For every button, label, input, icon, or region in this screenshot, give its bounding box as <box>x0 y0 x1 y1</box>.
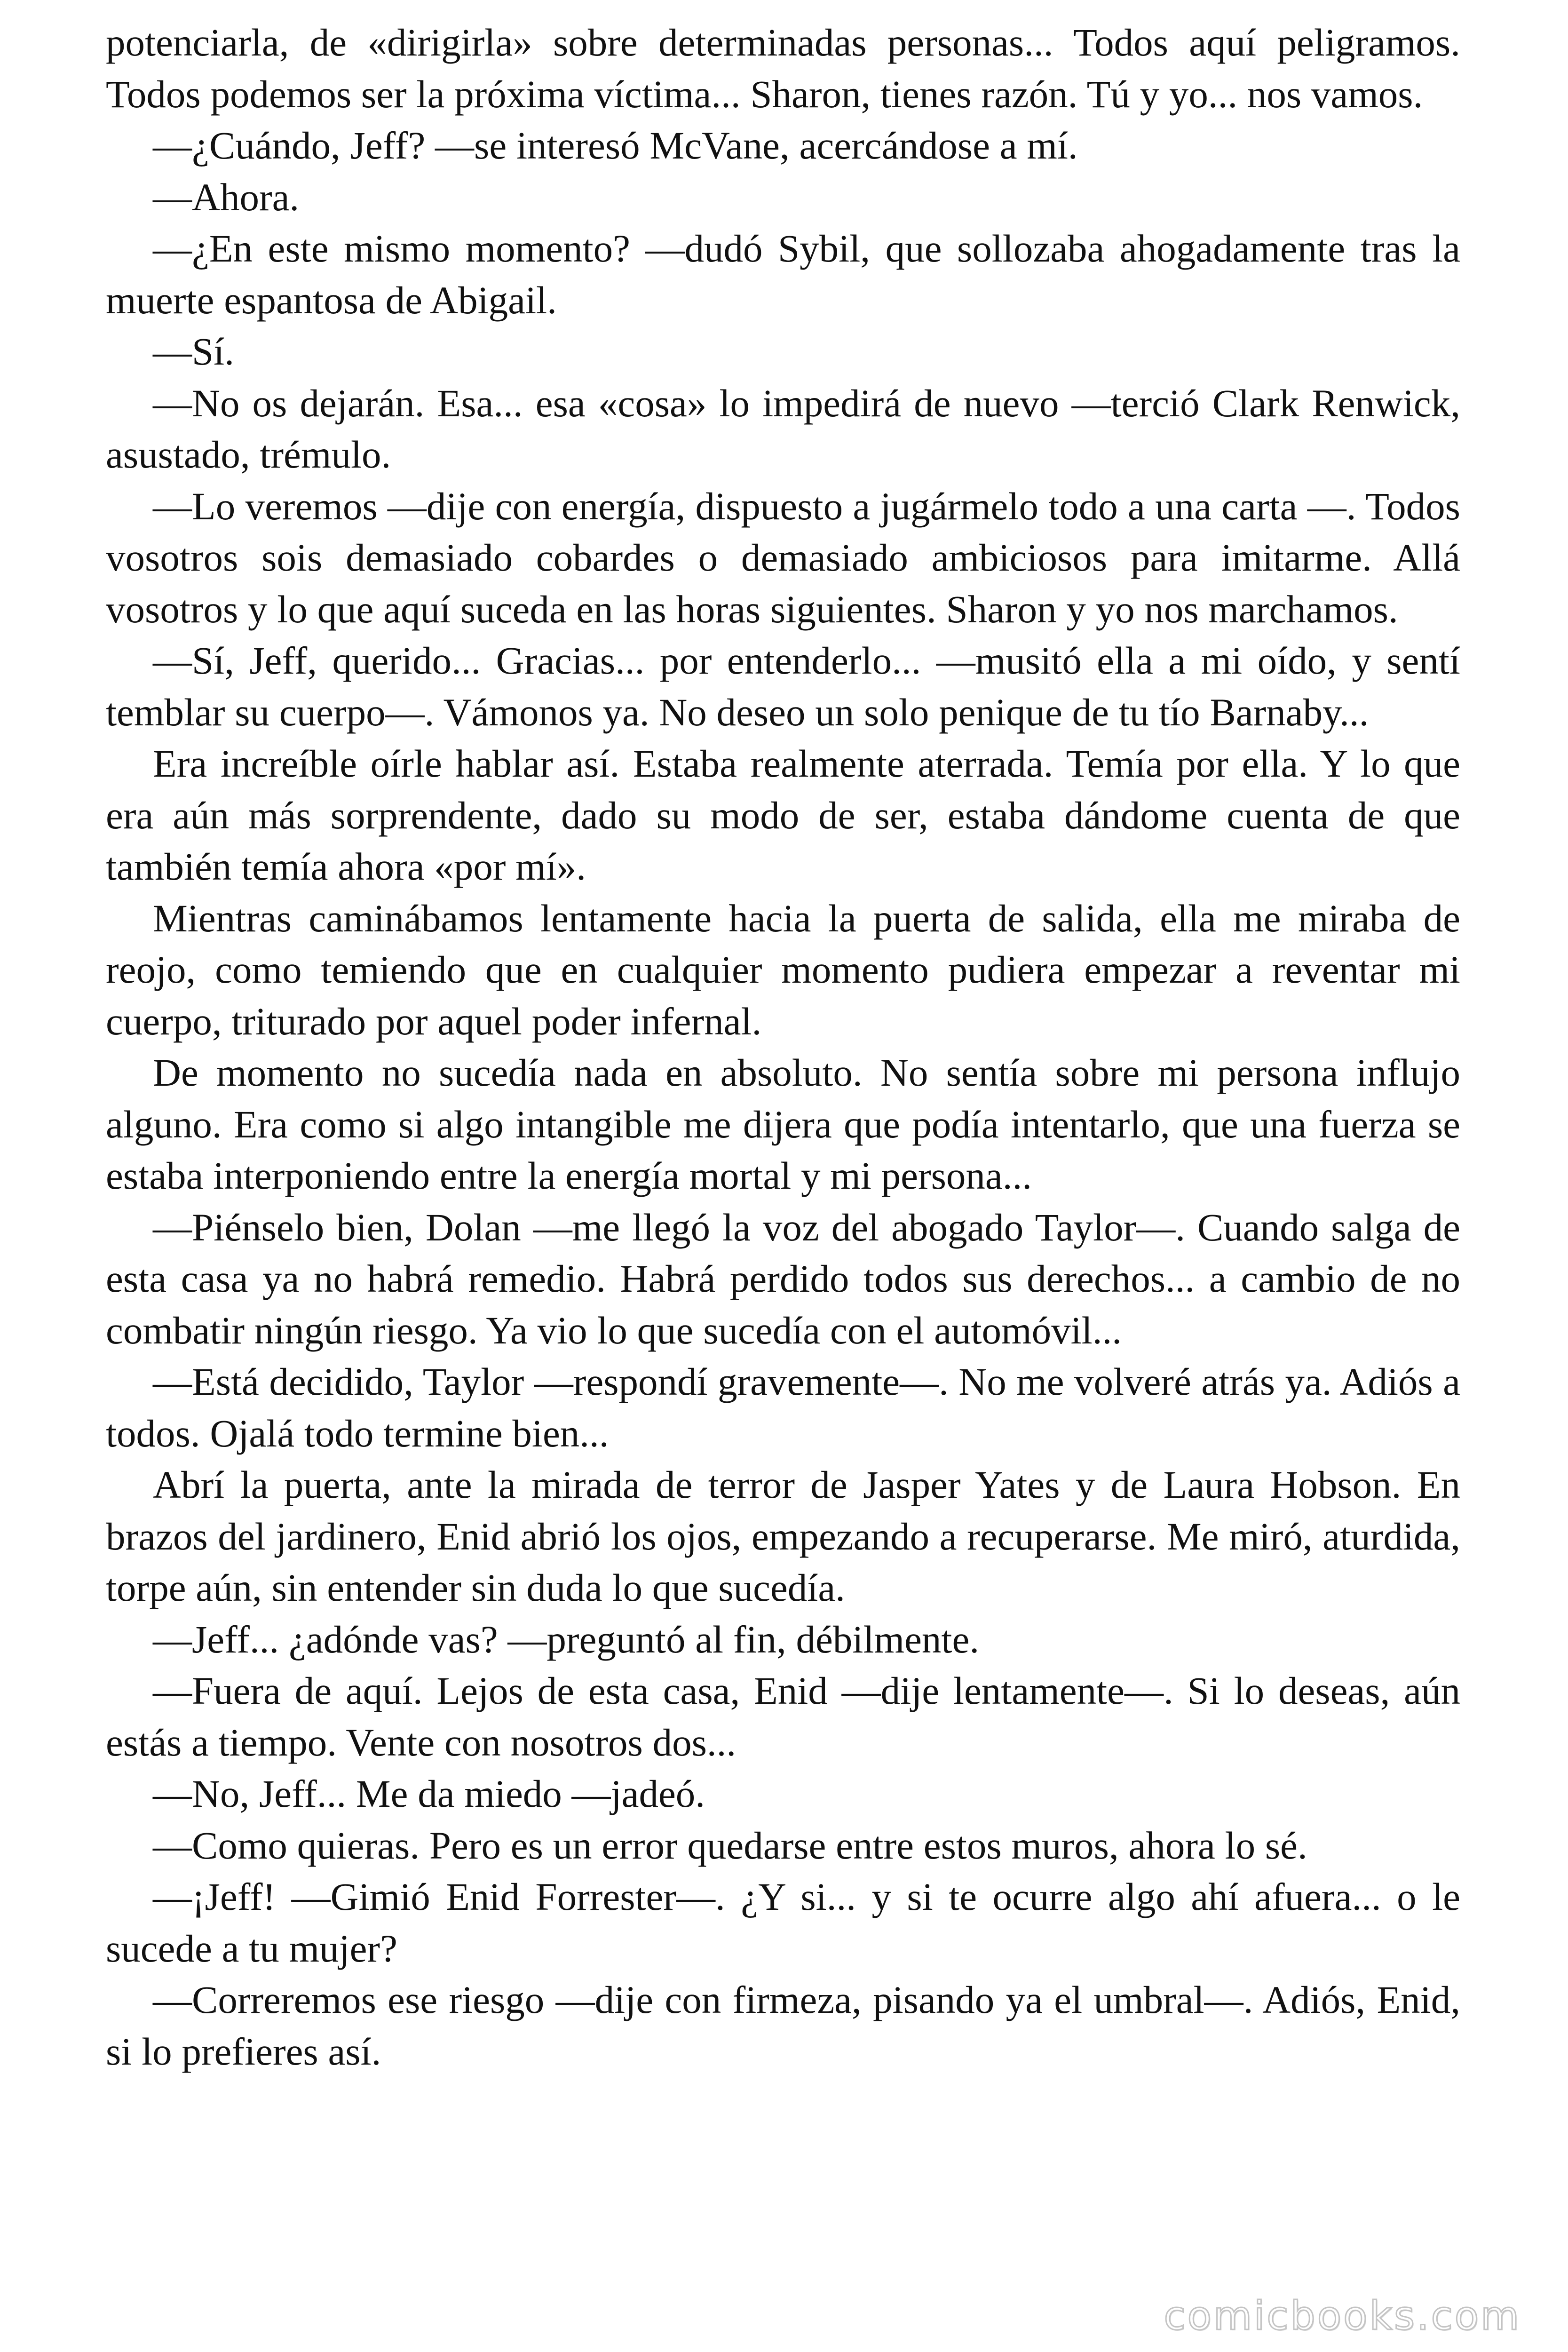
paragraph-13: —Está decidido, Taylor —respondí gravemente—. No me volveré atrás ya. Adiós a todos. Ojalá todo termine bien... <box>106 1360 1460 1455</box>
paragraph-18: —Como quieras. Pero es un error quedarse entre estos muros, ahora lo sé. <box>153 1823 1307 1867</box>
watermark-logo: comicbooks.com <box>1164 2293 1521 2339</box>
page-text <box>106 17 1460 2294</box>
paragraph-4: —¿En este mismo momento? —dudó Sybil, que sollozaba ahogadamente tras la muerte espantosa de Abigail. <box>106 227 1460 322</box>
paragraph-6: —No os dejarán. Esa... esa «cosa» lo impedirá de nuevo —terció Clark Renwick, asustado, trémulo. <box>106 381 1460 476</box>
paragraph-19: —¡Jeff! —Gimió Enid Forrester—. ¿Y si... y si te ocurre algo ahí afuera... o le sucede a tu mujer? <box>106 1875 1460 1970</box>
paragraph-2: —¿Cuándo, Jeff? —se interesó McVane, acercándose a mí. <box>153 124 1078 167</box>
paragraph-17: —No, Jeff... Me da miedo —jadeó. <box>153 1772 705 1815</box>
paragraph-1: potenciarla, de «dirigirla» sobre determinadas personas... Todos aquí peligramos. Todos podemos ser la próxima víctima... Sharon, tienes razón. Tú y yo... nos vamos. <box>106 21 1460 116</box>
paragraph-20: —Correremos ese riesgo —dije con firmeza, pisando ya el umbral—. Adiós, Enid, si lo prefieres así. <box>106 1978 1460 2073</box>
paragraph-3: —Ahora. <box>153 175 300 219</box>
paragraph-15: —Jeff... ¿adónde vas? —preguntó al fin, débilmente. <box>153 1617 980 1661</box>
paragraph-12: —Piénselo bien, Dolan —me llegó la voz del abogado Taylor—. Cuando salga de esta casa ya no habrá remedio. Habrá perdido todos sus derechos... a cambio de no combatir ningún riesgo. Ya vio lo que sucedía con el automóvil... <box>106 1205 1460 1352</box>
paragraph-11: De momento no sucedía nada en absoluto. No sentía sobre mi persona influjo alguno. Era como si algo intangible me dijera que podía intentarlo, que una fuerza se estaba interponiendo entre la energía mortal y mi persona... <box>106 1051 1460 1197</box>
paragraph-5: —Sí. <box>153 330 234 373</box>
paragraph-16: —Fuera de aquí. Lejos de esta casa, Enid —dije lentamente—. Si lo deseas, aún estás a tiempo. Vente con nosotros dos... <box>106 1669 1460 1764</box>
paragraph-10: Mientras caminábamos lentamente hacia la puerta de salida, ella me miraba de reojo, como temiendo que en cualquier momento pudiera empezar a reventar mi cuerpo, triturado por aquel poder infernal. <box>106 896 1460 1043</box>
paragraph-14: Abrí la puerta, ante la mirada de terror de Jasper Yates y de Laura Hobson. En brazos del jardinero, Enid abrió los ojos, empezando a recuperarse. Me miró, aturdida, torpe aún, sin entender sin duda lo que sucedía. <box>106 1463 1460 1609</box>
paragraph-9: Era increíble oírle hablar así. Estaba realmente aterrada. Temía por ella. Y lo que era aún más sorprendente, dado su modo de ser, estaba dándome cuenta de que también temía ahora «por mí». <box>106 742 1460 888</box>
paragraph-7: —Lo veremos —dije con energía, dispuesto a jugármelo todo a una carta —. Todos vosotros sois demasiado cobardes o demasiado ambiciosos para imitarme. Allá vosotros y lo que aquí suceda en las horas siguientes. Sharon y yo nos marchamos. <box>106 484 1460 631</box>
paragraph-8: —Sí, Jeff, querido... Gracias... por entenderlo... —musitó ella a mi oído, y sentí temblar su cuerpo—. Vámonos ya. No deseo un solo penique de tu tío Barnaby... <box>106 639 1460 734</box>
